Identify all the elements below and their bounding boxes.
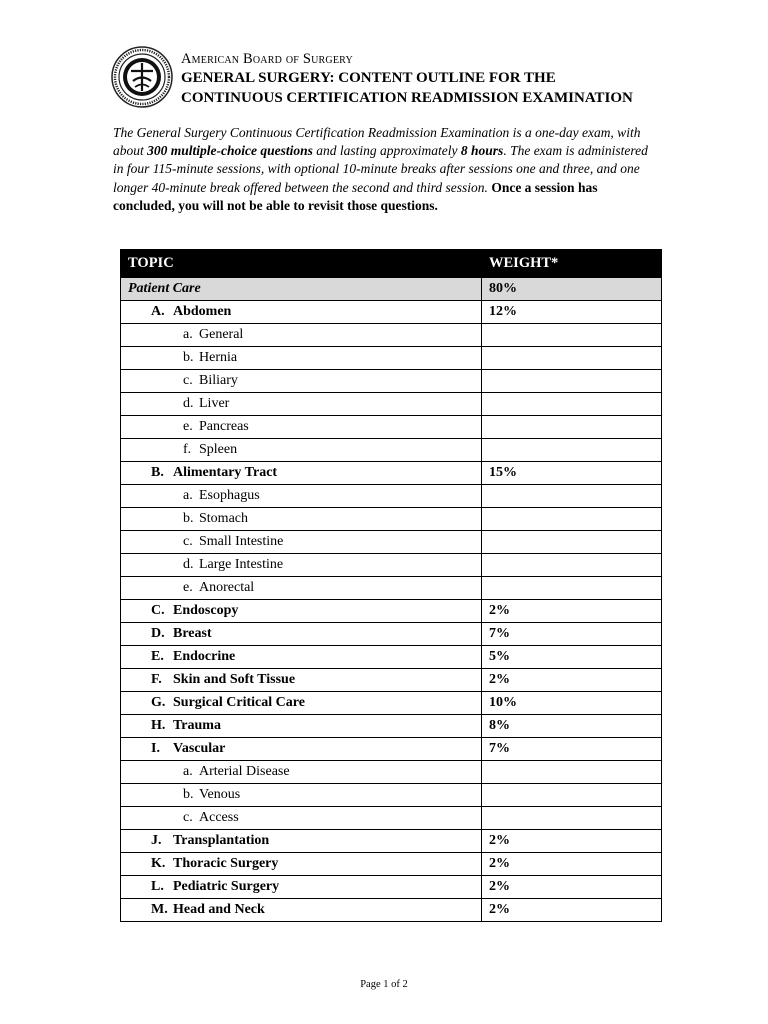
subtopic-row <box>121 439 662 462</box>
section-row <box>121 462 662 485</box>
weight-cell: 2% <box>482 876 662 899</box>
weight-cell <box>482 324 662 347</box>
topic-label: Large Intestine <box>199 557 284 572</box>
weight-cell: 10% <box>482 692 662 715</box>
topic-label: Hernia <box>199 350 238 365</box>
topic-label: General <box>199 327 244 342</box>
weight-cell: 8% <box>482 715 662 738</box>
weight-cell <box>482 485 662 508</box>
intro-text-1: The General Surgery Continuous Certification Readmission Examination is a one-day exam, with about <box>113 125 641 159</box>
topic-label: Access <box>199 810 239 825</box>
topic-letter: f. <box>183 442 192 457</box>
weight-cell <box>482 439 662 462</box>
topic-label: Alimentary Tract <box>173 465 278 480</box>
topic-letter: b. <box>183 511 194 526</box>
topic-cell <box>121 485 482 508</box>
section-row <box>121 600 662 623</box>
document-header <box>111 46 671 116</box>
topic-label: Trauma <box>173 718 221 733</box>
weight-cell: 2% <box>482 669 662 692</box>
topic-letter: D. <box>151 626 165 641</box>
topic-cell <box>121 784 482 807</box>
weight-cell: 2% <box>482 853 662 876</box>
topic-cell <box>121 600 482 623</box>
topic-letter: b. <box>183 787 194 802</box>
topic-letter: B. <box>151 465 164 480</box>
topic-cell <box>121 715 482 738</box>
group-label: Patient Care <box>121 278 482 301</box>
subtopic-row <box>121 347 662 370</box>
weight-cell: 7% <box>482 738 662 761</box>
subtopic-row <box>121 370 662 393</box>
group-row <box>121 278 662 301</box>
topic-cell <box>121 623 482 646</box>
topic-letter: a. <box>183 327 193 342</box>
subtopic-row <box>121 485 662 508</box>
topic-cell <box>121 577 482 600</box>
topic-label: Liver <box>199 396 230 411</box>
weight-cell: 5% <box>482 646 662 669</box>
section-row <box>121 876 662 899</box>
topic-label: Transplantation <box>173 833 270 848</box>
intro-bold-questions: 300 multiple-choice questions <box>147 143 313 159</box>
subtopic-row <box>121 324 662 347</box>
table-header-row <box>121 250 662 278</box>
group-weight: 80% <box>482 278 662 301</box>
topic-cell <box>121 370 482 393</box>
topic-letter: c. <box>183 810 193 825</box>
weight-cell <box>482 393 662 416</box>
organization-name: American Board of Surgery <box>181 51 353 67</box>
weight-cell: 2% <box>482 899 662 922</box>
subtopic-row <box>121 508 662 531</box>
page-number: Page 1 of 2 <box>360 979 408 990</box>
intro-bold-hours: 8 hours <box>460 143 504 159</box>
topic-cell <box>121 508 482 531</box>
topic-letter: K. <box>151 856 166 871</box>
topic-letter: a. <box>183 764 193 779</box>
topic-letter: H. <box>151 718 166 733</box>
topic-label: Biliary <box>199 373 238 388</box>
topic-cell <box>121 692 482 715</box>
section-row <box>121 623 662 646</box>
topic-label: Head and Neck <box>173 902 265 917</box>
topic-letter: d. <box>183 396 194 411</box>
weight-cell <box>482 761 662 784</box>
topic-cell <box>121 853 482 876</box>
subtopic-row <box>121 784 662 807</box>
weight-cell <box>482 370 662 393</box>
document-title-line-1: GENERAL SURGERY: CONTENT OUTLINE FOR THE <box>181 70 556 86</box>
weight-cell <box>482 416 662 439</box>
topic-label: Thoracic Surgery <box>173 856 279 871</box>
topic-label: Abdomen <box>173 304 232 319</box>
topic-cell <box>121 669 482 692</box>
topic-letter: c. <box>183 534 193 549</box>
topic-label: Pediatric Surgery <box>173 879 280 894</box>
weight-cell <box>482 554 662 577</box>
section-row <box>121 301 662 324</box>
subtopic-row <box>121 577 662 600</box>
topic-cell <box>121 646 482 669</box>
topic-cell <box>121 830 482 853</box>
subtopic-row <box>121 531 662 554</box>
topic-letter: a. <box>183 488 193 503</box>
section-row <box>121 738 662 761</box>
weight-cell <box>482 577 662 600</box>
weight-cell: 2% <box>482 600 662 623</box>
topic-cell <box>121 531 482 554</box>
topic-cell <box>121 761 482 784</box>
weight-cell <box>482 784 662 807</box>
topic-cell <box>121 876 482 899</box>
topic-label: Pancreas <box>199 419 249 434</box>
topic-letter: M. <box>151 902 168 917</box>
topic-cell <box>121 554 482 577</box>
subtopic-row <box>121 393 662 416</box>
topic-letter: I. <box>151 741 160 756</box>
topic-cell <box>121 439 482 462</box>
topic-label: Endoscopy <box>173 603 239 618</box>
topic-cell <box>121 416 482 439</box>
column-header-weight: WEIGHT* <box>482 250 662 278</box>
topic-letter: L. <box>151 879 164 894</box>
topic-letter: E. <box>151 649 164 664</box>
topic-label: Venous <box>199 787 241 802</box>
section-row <box>121 669 662 692</box>
topic-letter: d. <box>183 557 194 572</box>
topic-letter: F. <box>151 672 162 687</box>
topic-label: Endocrine <box>173 649 236 664</box>
weight-cell <box>482 807 662 830</box>
section-row <box>121 692 662 715</box>
weight-cell: 12% <box>482 301 662 324</box>
section-row <box>121 853 662 876</box>
intro-bold-notice: Once a session has concluded, you will not be able to revisit those questions. <box>113 179 598 213</box>
topic-label: Small Intestine <box>199 534 284 549</box>
subtopic-row <box>121 761 662 784</box>
column-header-topic: TOPIC <box>121 250 482 278</box>
topic-letter: e. <box>183 580 193 595</box>
topic-letter: A. <box>151 304 165 319</box>
subtopic-row <box>121 416 662 439</box>
topic-label: Esophagus <box>199 488 260 503</box>
topic-cell <box>121 347 482 370</box>
topic-letter: G. <box>151 695 166 710</box>
topic-label: Stomach <box>199 511 248 526</box>
topic-label: Anorectal <box>199 580 255 595</box>
topic-label: Spleen <box>199 442 238 457</box>
weight-cell: 7% <box>482 623 662 646</box>
topic-cell <box>121 738 482 761</box>
topic-letter: e. <box>183 419 193 434</box>
topic-cell <box>121 807 482 830</box>
intro-text-3: . The exam is administered in four 115-minute sessions, with optional 10-minute breaks after sessions one and three, and one longer 40-minute break offered between the second and third session. <box>113 143 648 195</box>
section-row <box>121 899 662 922</box>
subtopic-row <box>121 807 662 830</box>
content-outline-table <box>120 249 662 922</box>
weight-cell: 2% <box>482 830 662 853</box>
topic-letter: c. <box>183 373 193 388</box>
topic-label: Breast <box>173 626 212 641</box>
weight-cell <box>482 347 662 370</box>
topic-letter: C. <box>151 603 165 618</box>
topic-cell <box>121 324 482 347</box>
document-title-line-2: CONTINUOUS CERTIFICATION READMISSION EXAMINATION <box>181 90 633 106</box>
topic-cell <box>121 899 482 922</box>
abs-seal-logo <box>111 46 173 108</box>
intro-paragraph <box>113 124 661 215</box>
topic-cell <box>121 393 482 416</box>
subtopic-row <box>121 554 662 577</box>
section-row <box>121 830 662 853</box>
weight-cell <box>482 531 662 554</box>
topic-letter: J. <box>151 833 162 848</box>
topic-cell <box>121 301 482 324</box>
section-row <box>121 646 662 669</box>
weight-cell: 15% <box>482 462 662 485</box>
topic-label: Vascular <box>173 741 226 756</box>
intro-text-2: and lasting approximately <box>312 143 461 159</box>
section-row <box>121 715 662 738</box>
topic-letter: b. <box>183 350 194 365</box>
topic-label: Arterial Disease <box>199 764 290 779</box>
topic-label: Surgical Critical Care <box>173 695 305 710</box>
topic-label: Skin and Soft Tissue <box>173 672 296 687</box>
topic-cell <box>121 462 482 485</box>
weight-cell <box>482 508 662 531</box>
